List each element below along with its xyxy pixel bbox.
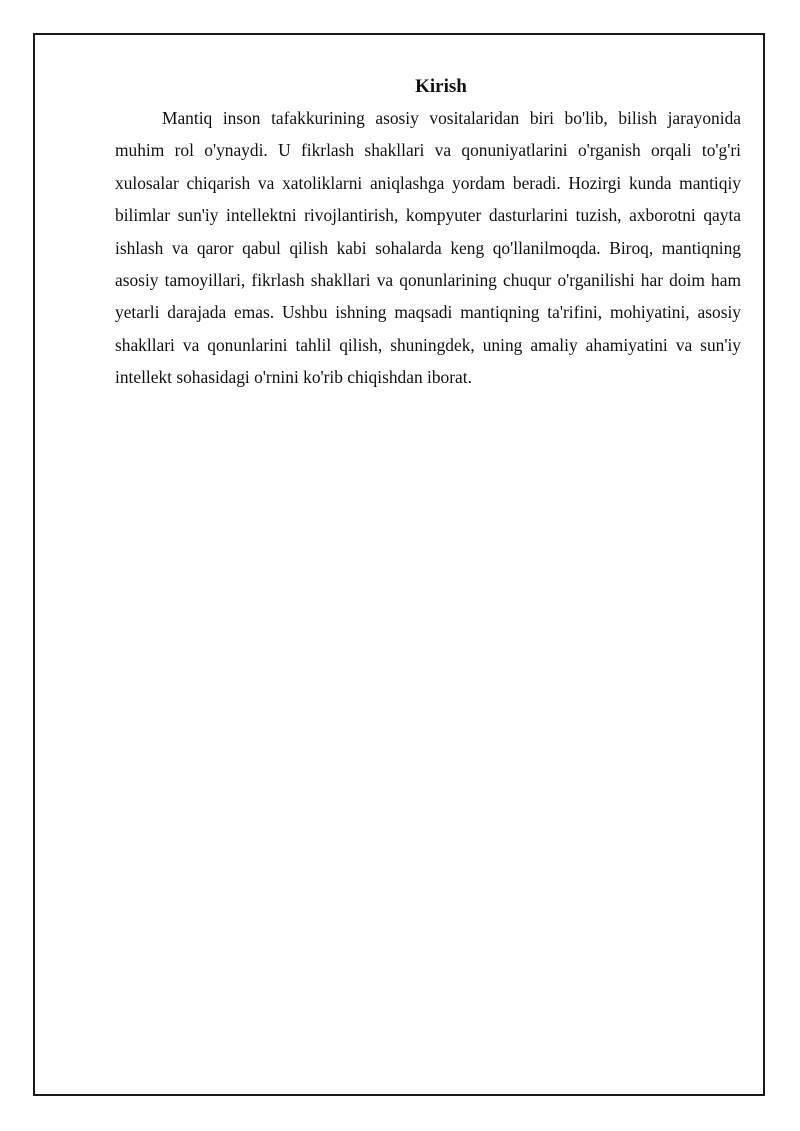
section-title: Kirish: [415, 76, 467, 97]
document-body: [115, 72, 741, 394]
intro-paragraph: Mantiq inson tafakkurining asosiy vositalaridan biri bo'lib, bilish jarayonida muhim rol o'ynaydi. U fikrlash shakllari va qonuniyatlarini o'rganish orqali to'g'ri xulosalar chiqarish va xatoliklarni aniqlashga yordam beradi. Hozirgi kunda mantiqiy bilimlar sun'iy intellektni rivojlantirish, kompyuter dasturlarini tuzish, axborotni qayta ishlash va qaror qabul qilish kabi sohalarda keng qo'llanilmoqda. Biroq, mantiqning asosiy tamoyillari, fikrlash shakllari va qonunlarining chuqur o'rganilishi har doim ham yetarli darajada emas. Ushbu ishning maqsadi mantiqning ta'rifini, mohiyatini, asosiy shakllari va qonunlarini tahlil qilish, shuningdek, uning amaliy ahamiyatini va sun'iy intellekt sohasidagi o'rnini ko'rib chiqishdan iborat.: [115, 108, 741, 388]
